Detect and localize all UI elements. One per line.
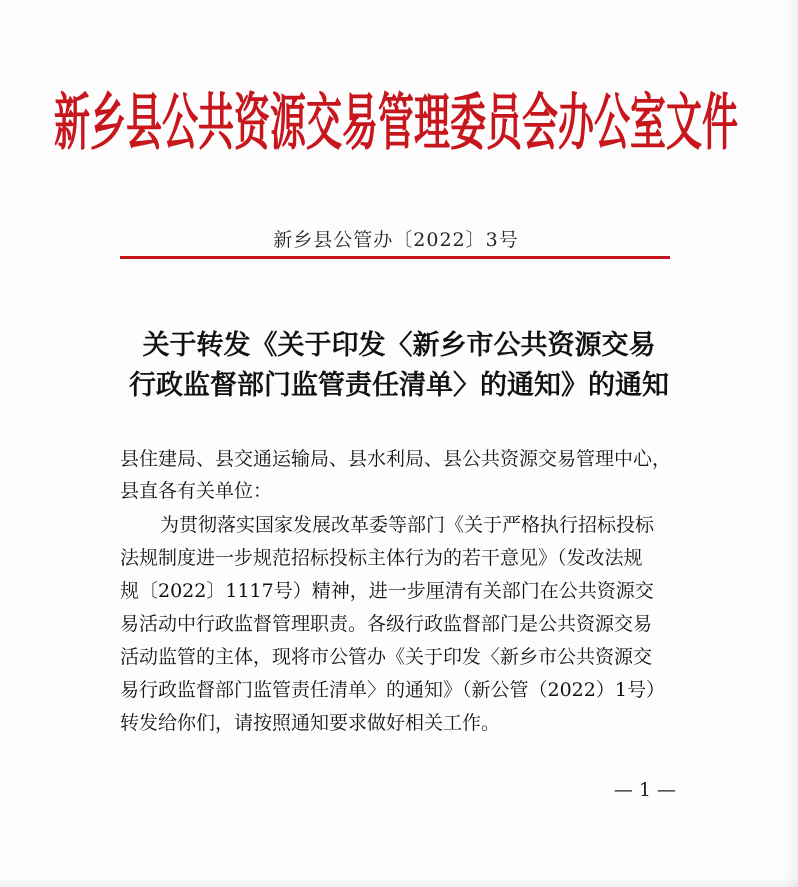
page-bottom-shadow [0,877,798,887]
title-line: 行政监督部门监管责任清单〉的通知》的通知 [129,370,669,401]
body-line: 易活动中行政监督管理职责。各级行政监督部门是公共资源交易 [120,613,653,635]
addressee-block [120,443,680,507]
body-line: 规〔2022〕1117号）精神，进一步厘清有关部门在公共资源交 [120,580,654,602]
body-paragraph [120,509,680,740]
red-separator-line [120,256,670,259]
title-line: 关于转发《关于印发〈新乡市公共资源交易 [142,330,656,361]
page-edge-shadow [784,0,798,887]
addressee-line: 县住建局、县交通运输局、县水利局、县公共资源交易管理中心， [120,448,672,470]
document-title [110,326,688,406]
body-line: 法规制度进一步规范招标投标主体行为的若干意见》（发改法规 [120,547,643,569]
body-line: 活动监管的主体，现将市公管办《关于印发〈新乡市公共资源交 [120,646,653,668]
body-line: 易行政监督部门监管责任清单〉的通知》（新公管（2022）1号） [120,679,665,701]
body-line: 转发给你们，请按照通知要求做好相关工作。 [120,712,501,734]
document-number: 新乡县公管办〔2022〕3号 [273,229,519,251]
body-line: 为贯彻落实国家发展改革委等部门《关于严格执行招标投标 [160,514,655,536]
document-masthead: 新乡县公共资源交易管理委员会办公室文件 [54,88,739,158]
addressee-line: 县直各有关单位： [120,480,273,502]
page-number: — 1 — [613,779,676,801]
